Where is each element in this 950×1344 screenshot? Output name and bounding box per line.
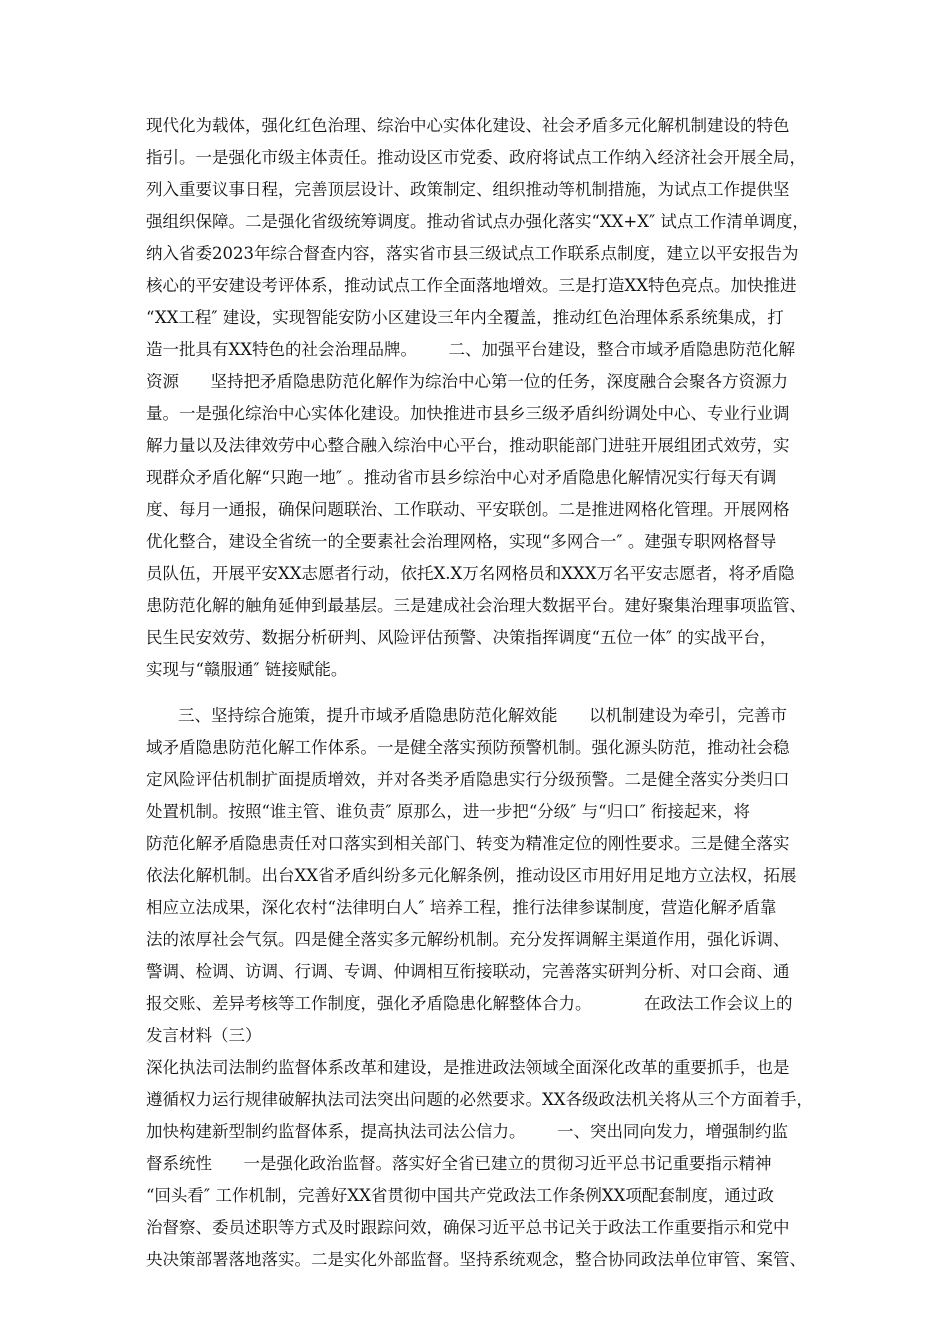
text-line: 量。一是强化综治中心实体化建设。加快推进市县乡三级矛盾纠纷调处中心、专业行业调: [146, 404, 790, 423]
text-line: 列入重要议事日程，完善顶层设计、政策制定、组织推动等机制措施，为试点工作提供坚: [146, 180, 790, 199]
text-line: 现群众矛盾化解“只跑一地″ 。推动省市县乡综治中心对矛盾隐患化解情况实行每天有调: [146, 468, 777, 487]
text-line: 依法化解机制。出台XX省矛盾纠纷多元化解条例，推动设区市用好用足地方立法权，拓展: [146, 866, 797, 885]
text-line: 处置机制。按照“谁主管、谁负责″ 原那么，进一步把“分级″ 与“归口″ 衔接起来，将: [146, 802, 751, 821]
text-line: 遵循权力运行规律破解执法司法突出问题的必然要求。XX各级政法机关将从三个方面着手，: [146, 1090, 813, 1109]
text-line: “XX工程″ 建设，实现智能安防小区建设三年内全覆盖，推动红色治理体系系统集成，打: [146, 308, 784, 327]
text-line: “回头看″ 工作机制，完善好XX省贯彻中国共产党政法工作条例XX项配套制度，通过政: [146, 1186, 774, 1205]
text-line: 督系统性 一是强化政治监督。落实好全省已建立的贯彻习近平总书记重要指示精神: [146, 1154, 772, 1173]
text-line: 解力量以及法律效劳中心整合融入综治中心平台，推动职能部门进驻开展组团式效劳，实: [146, 436, 790, 455]
text-line: 深化执法司法制约监督体系改革和建设，是推进政法领域全面深化改革的重要抓手，也是: [146, 1058, 790, 1077]
text-line: 警调、检调、访调、行调、专调、仲调相互衔接联动，完善落实研判分析、对口会商、通: [146, 962, 790, 981]
text-line: 法的浓厚社会气氛。四是健全落实多元解纷机制。充分发挥调解主渠道作用，强化诉调、: [146, 930, 790, 949]
text-line: 加快构建新型制约监督体系，提高执法司法公信力。 一、突出同向发力，增强制约监: [146, 1122, 788, 1141]
text-line: 员队伍，开展平安XX志愿者行动，依托X.X万名网格员和XXX万名平安志愿者，将矛盾隐: [146, 564, 795, 583]
text-line: 治督察、委员述职等方式及时跟踪问效，确保习近平总书记关于政法工作重要指示和党中: [146, 1218, 790, 1237]
text-line: 实现与“赣服通″ 链接赋能。: [146, 660, 348, 679]
text-line: 资源 坚持把矛盾隐患防范化解作为综治中心第一位的任务，深度融合会聚各方资源力: [146, 372, 788, 391]
text-line: 现代化为载体，强化红色治理、综治中心实体化建设、社会矛盾多元化解机制建设的特色: [146, 116, 790, 135]
text-line: 强组织保障。二是强化省级统筹调度。推动省试点办强化落实“XX+X″ 试点工作清单调度，: [146, 212, 809, 231]
text-line: 核心的平安建设考评体系，推动试点工作全面落地增效。三是打造XX特色亮点。加快推进: [146, 276, 797, 295]
text-line: 患防范化解的触角延伸到最基层。三是建成社会治理大数据平台。建好聚集治理事项监管、: [146, 596, 806, 615]
text-line: 度、每月一通报，确保问题联治、工作联动、平安联创。二是推进网格化管理。开展网格: [146, 500, 790, 519]
text-line: 域矛盾隐患防范化解工作体系。一是健全落实预防预警机制。强化源头防范，推动社会稳: [146, 738, 790, 757]
document-title-line: 发言材料（三）: [146, 1026, 262, 1045]
text-line: 相应立法成果，深化农村“法律明白人″ 培养工程，推行法律参谋制度，营造化解矛盾靠: [146, 898, 777, 917]
text-line: 民生民安效劳、数据分析研判、风险评估预警、决策指挥调度“五位一体″ 的实战平台，: [146, 628, 777, 647]
text-line: 指引。一是强化市级主体责任。推动设区市党委、政府将试点工作纳入经济社会开展全局，: [146, 148, 806, 167]
text-line: 报交账、差异考核等工作制度，强化矛盾隐患化解整体合力。 在政法工作会议上的: [146, 994, 793, 1013]
section-heading-line: 三、坚持综合施策，提升市域矛盾隐患防范化解效能 以机制建设为牵引，完善市: [178, 706, 787, 725]
text-line: 定风险评估机制扩面提质增效，并对各类矛盾隐患实行分级预警。二是健全落实分类归口: [146, 770, 790, 789]
text-line: 造一批具有XX特色的社会治理品牌。 二、加强平台建设，整合市域矛盾隐患防范化解: [146, 340, 795, 359]
text-line: 央决策部署落地落实。二是实化外部监督。坚持系统观念，整合协同政法单位审管、案管、: [146, 1250, 806, 1269]
text-line: 纳入省委2023年综合督查内容，落实省市县三级试点工作联系点制度，建立以平安报告为: [146, 244, 799, 263]
text-line: 优化整合，建设全省统一的全要素社会治理网格，实现“多网合一″ 。建强专职网格督导: [146, 532, 777, 551]
text-line: 防范化解矛盾隐患责任对口落实到相关部门、转变为精准定位的刚性要求。三是健全落实: [146, 834, 790, 853]
